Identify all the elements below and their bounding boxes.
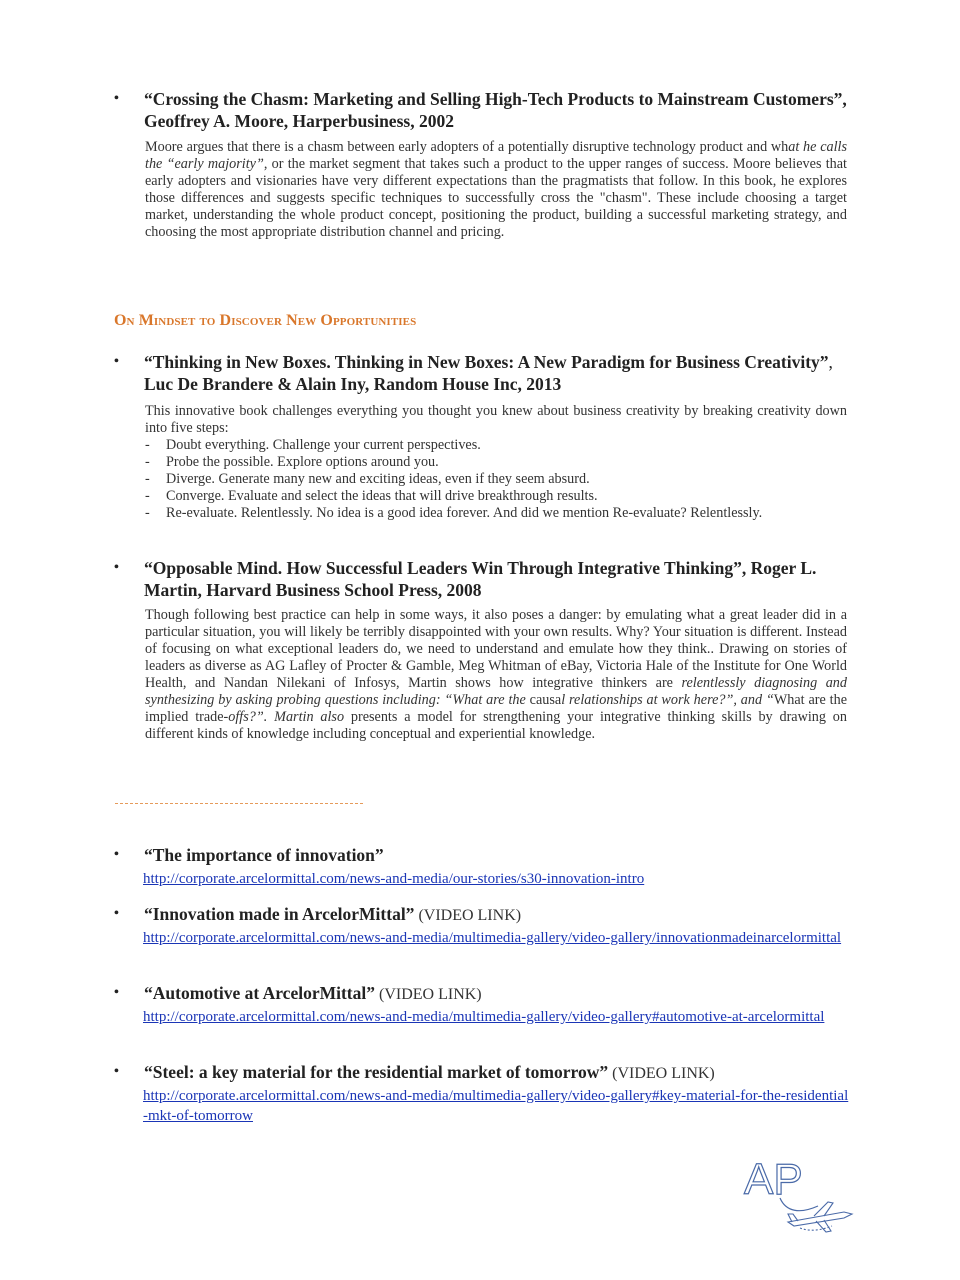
- dash-marker: -: [145, 488, 150, 504]
- list-item-text: Re-evaluate. Relentlessly. No idea is a good idea forever. And did we mention Re-evaluate? Relentlessly.: [166, 505, 763, 521]
- list-item: [145, 454, 847, 471]
- ap-airplane-logo: [740, 1150, 860, 1240]
- dash-marker: -: [145, 471, 150, 487]
- desc-part: What are the implied trade: [145, 692, 848, 725]
- book-title-punct: ,: [828, 352, 833, 372]
- link-url[interactable]: http://corporate.arcelormittal.com/news-and-media/multimedia-gallery/video-gallery#automotive-at-arcelormittal: [143, 1009, 825, 1025]
- desc-part: causa: [525, 692, 562, 708]
- dashed-separator: [115, 803, 363, 804]
- book-entry-crossing-the-chasm: [112, 88, 852, 241]
- desc-part: presents a model for strengthening your integrative thinking skills by drawing on different kinds of knowledge including conceptual and experiential knowledge.: [145, 709, 847, 742]
- bullet-icon: •: [114, 847, 119, 862]
- book-title-text: “Thinking in New Boxes. Thinking in New Boxes: A New Paradigm for Business Creativity”: [144, 352, 829, 372]
- book-title: [112, 88, 852, 132]
- bullet-icon: •: [114, 91, 119, 106]
- link-entry-innovation-made-in-arcelormittal: [112, 903, 852, 948]
- bullet-icon: •: [114, 354, 119, 369]
- link-url[interactable]: http://corporate.arcelormittal.com/news-and-media/multimedia-gallery/video-gallery#key-material-for-the-residential-mkt-of-tomorrow: [143, 1088, 849, 1124]
- book-entry-thinking-in-new-boxes: [112, 351, 852, 522]
- list-item: [145, 505, 847, 522]
- link-url[interactable]: http://corporate.arcelormittal.com/news-and-media/multimedia-gallery/video-gallery/innovationmadeinarcelormittal: [143, 930, 842, 946]
- desc-part: Moore argues that there is a chasm between early adopters of a potentially disruptive technology product and wh: [145, 139, 789, 155]
- link-title-text: “Innovation made in ArcelorMittal”: [144, 904, 415, 924]
- link-title: [112, 844, 852, 868]
- book-title: [112, 557, 852, 601]
- book-description: [145, 607, 847, 743]
- bullet-icon: •: [114, 560, 119, 575]
- link-tag: (VIDEO LINK): [375, 986, 482, 1003]
- bullet-icon: •: [114, 1064, 119, 1079]
- list-item: [145, 437, 847, 454]
- list-item-text: Probe the possible. Explore options around you.: [166, 454, 439, 470]
- list-item-text: Converge. Evaluate and select the ideas that will drive breakthrough results.: [166, 488, 598, 504]
- link-title-text: “Automotive at ArcelorMittal”: [144, 983, 375, 1003]
- dash-marker: -: [145, 505, 150, 521]
- link-title: [112, 903, 852, 927]
- book-description: [145, 139, 847, 241]
- book-title-authors: Luc De Brandere & Alain Iny, Random House Inc, 2013: [144, 374, 562, 394]
- book-entry-opposable-mind: [112, 557, 852, 743]
- book-title-text: “Crossing the Chasm: Marketing and Selling High-Tech Products to Mainstream Customers”, Geoffrey A. Moore, Harperbusiness, 2002: [144, 89, 847, 131]
- dash-marker: -: [145, 437, 150, 453]
- desc-italic-part: -offs?”. Martin also: [223, 709, 345, 725]
- book-description: [145, 403, 847, 522]
- list-item: [145, 471, 847, 488]
- link-title-text: “Steel: a key material for the residential market of tomorrow”: [144, 1062, 609, 1082]
- desc-italic-part: at he calls the “early majority”: [145, 139, 847, 172]
- desc-part: , or the market segment that takes such a product to the upper ranges of success. Moore believes that early adopters and visionaries have very different expectations than the pragmatists that follow. In this book, he explores those differences and suggests specific techniques to successfully cross the "chasm". These include choosing a target market, understanding the whole product concept, positioning the product, building a successful marketing strategy, and choosing the most appropriate distribution channel and pricing.: [145, 156, 847, 240]
- bullet-icon: •: [114, 906, 119, 921]
- link-entry-automotive-at-arcelormittal: [112, 982, 852, 1027]
- desc-part: Though following best practice can help in some ways, it also poses a danger: by emulating what a great leader did in a particular situation, you will likely be terribly disappointed with your own results. Why? Your situation is different. Instead of focusing on what exceptional leaders do, we need to understand and emulate how they think.. Drawing on stories of leaders as diverse as AG Lafley of Procter & Gamble, Meg Whitman of eBay, Victoria Hale of the Institute for One World Health, and Nandan Nilekani of Infosys, Martin shows how integrative thinkers are: [145, 607, 847, 691]
- bullet-icon: •: [114, 985, 119, 1000]
- logo-text: AP: [744, 1155, 803, 1204]
- book-title-text: “Opposable Mind. How Successful Leaders Win Through Integrative Thinking”, Roger L. Martin, Harvard Business School Press, 2008: [144, 558, 817, 600]
- list-item: [145, 488, 847, 505]
- link-tag: (VIDEO LINK): [414, 907, 522, 924]
- desc-italic-part: relentlessly diagnosing and synthesizing by asking probing questions including: “What are the: [145, 675, 847, 708]
- link-entry-steel-residential-market: [112, 1061, 852, 1126]
- list-item-text: Doubt everything. Challenge your current perspectives.: [166, 437, 481, 453]
- book-title: [112, 351, 852, 395]
- list-item-text: Diverge. Generate many new and exciting ideas, even if they seem absurd.: [166, 471, 590, 487]
- desc-italic-part: l relationships at work here?”, and “: [561, 692, 774, 708]
- link-url[interactable]: http://corporate.arcelormittal.com/news-and-media/our-stories/s30-innovation-intro: [143, 871, 645, 887]
- link-title: [112, 1061, 852, 1085]
- link-entry-importance-of-innovation: [112, 844, 852, 889]
- airplane-icon: [788, 1202, 852, 1232]
- link-title-text: “The importance of innovation”: [144, 845, 384, 865]
- dash-marker: -: [145, 454, 150, 470]
- book-intro: This innovative book challenges everything you thought you knew about business creativity by breaking creativity down into five steps:: [145, 403, 847, 436]
- steps-list: [145, 437, 847, 522]
- link-title: [112, 982, 852, 1006]
- link-tag: (VIDEO LINK): [608, 1065, 715, 1082]
- section-title: On Mindset to Discover New Opportunities: [114, 312, 417, 329]
